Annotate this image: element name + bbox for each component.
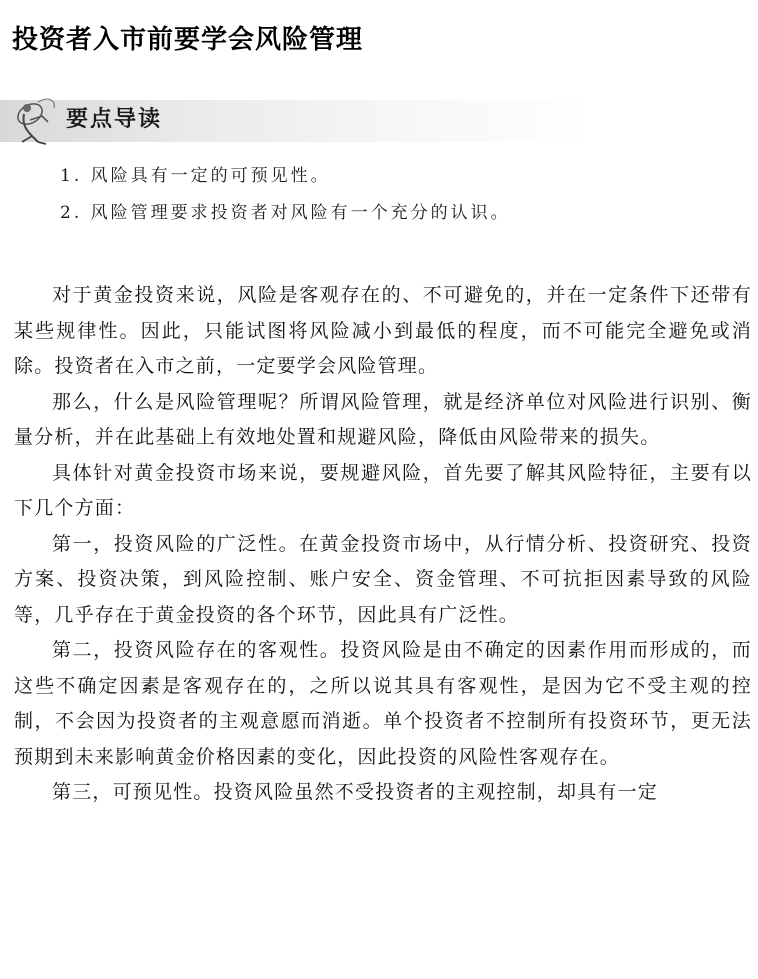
body-paragraph: 第二，投资风险存在的客观性。投资风险是由不确定的因素作用而形成的，而这些不确定因素是客观存在的，之所以说其具有客观性，是因为它不受主观的控制，不会因为投资者的主观意愿而消逝。单个投资者不控制所有投资环节，更无法预期到未来影响黄金价格因素的变化，因此投资的风险性客观存在。 (14, 639, 752, 768)
key-point-item: 2. 风险管理要求投资者对风险有一个充分的认识。 (60, 203, 511, 223)
page-title: 投资者入市前要学会风险管理 (12, 25, 364, 56)
key-points-header (0, 92, 600, 148)
body-paragraph: 第一，投资风险的广泛性。在黄金投资市场中，从行情分析、投资研究、投资方案、投资决策，到风险控制、账户安全、资金管理、不可抗拒因素导致的风险等，几乎存在于黄金投资的各个环节，因此具有广泛性。 (14, 532, 752, 626)
body-paragraph: 具体针对黄金投资市场来说，要规避风险，首先要了解其风险特征，主要有以下几个方面： (14, 461, 752, 519)
body-paragraph: 第三，可预见性。投资风险虽然不受投资者的主观控制，却具有一定 (52, 781, 659, 803)
body-paragraph: 对于黄金投资来说，风险是客观存在的、不可避免的，并在一定条件下还带有某些规律性。因此，只能试图将风险减小到最低的程度，而不可能完全避免或消除。投资者在入市之前，一定要学会风险管理。 (14, 284, 752, 377)
body-paragraph: 那么，什么是风险管理呢？所谓风险管理，就是经济单位对风险进行识别、衡量分析，并在此基础上有效地处置和规避风险，降低由风险带来的损失。 (14, 390, 752, 448)
key-points-list (60, 158, 511, 232)
reading-figure-icon (8, 92, 66, 146)
key-points-label: 要点导读 (66, 106, 163, 132)
key-point-item: 1. 风险具有一定的可预见性。 (60, 166, 331, 186)
body-text (14, 278, 752, 811)
